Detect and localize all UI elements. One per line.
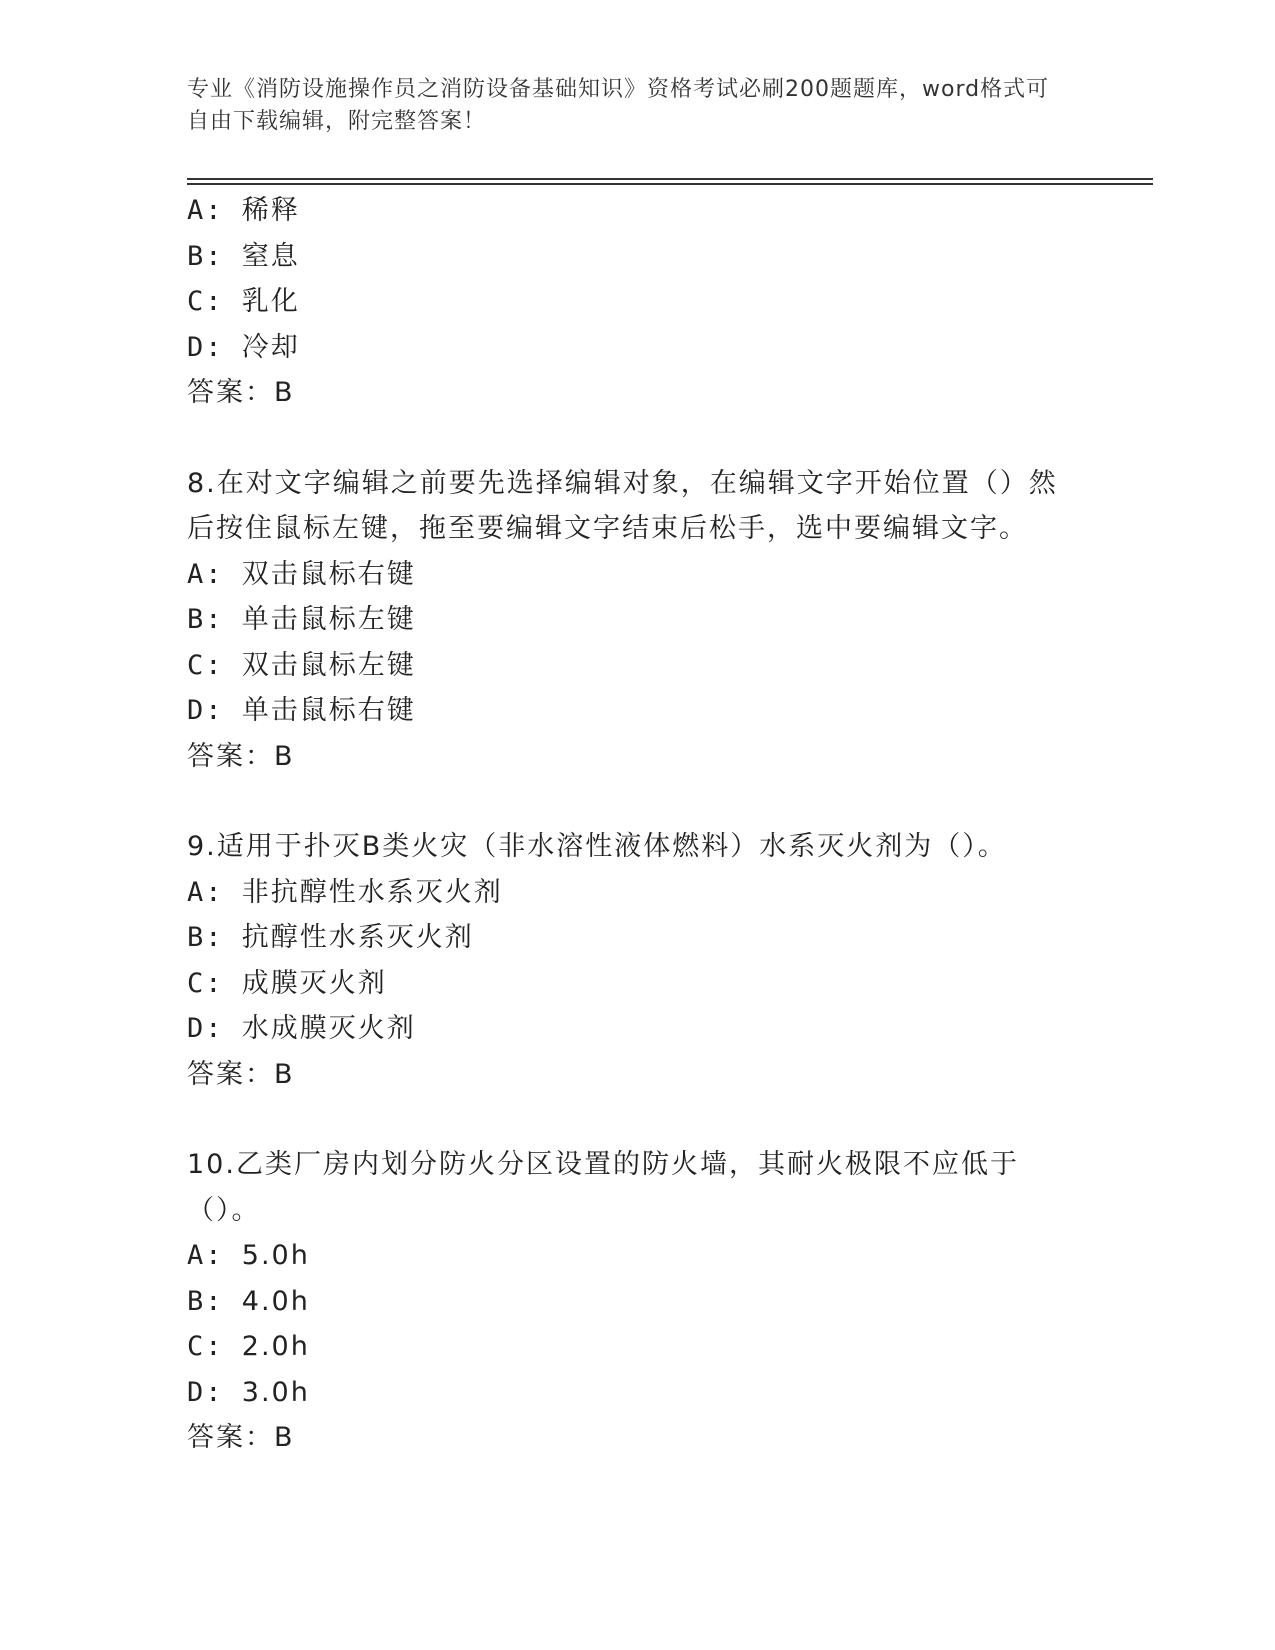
- option-d: D: 单击鼠标右键: [187, 695, 416, 726]
- option-c: C: 成膜灭火剂: [187, 967, 387, 999]
- option-d: D: 冷却: [187, 331, 300, 363]
- option-a: A: 5.0h: [187, 1240, 310, 1271]
- option-c: C: 2.0h: [187, 1331, 310, 1362]
- spacer: [187, 779, 1077, 824]
- option-d: D: 水成膜灭火剂: [187, 1013, 416, 1044]
- spacer: [187, 416, 1077, 461]
- question-content: [187, 188, 1077, 1461]
- answer-line: 答案：B: [187, 1422, 295, 1453]
- question-9: [187, 824, 1077, 1097]
- option-a: A: 非抗醇性水系灭火剂: [187, 876, 503, 908]
- question-text: 9.适用于扑灭B类火灾（非水溶性液体燃料）水系灭火剂为（）。: [187, 831, 1007, 862]
- answer-line: 答案：B: [187, 1058, 295, 1090]
- option-c: C: 乳化: [187, 286, 300, 317]
- question-text: 8.在对文字编辑之前要先选择编辑对象，在编辑文字开始位置（）然后按住鼠标左键，拖至要编辑文字结束后松手，选中要编辑文字。: [187, 467, 1058, 544]
- question-8: [187, 461, 1077, 780]
- spacer: [187, 1097, 1077, 1142]
- header-rule-bottom: [187, 183, 1153, 185]
- option-b: B: 单击鼠标左键: [187, 604, 416, 635]
- option-a: A: 稀释: [187, 195, 300, 226]
- option-b: B: 4.0h: [187, 1285, 310, 1317]
- answer-line: 答案：B: [187, 740, 295, 772]
- option-a: A: 双击鼠标右键: [187, 558, 416, 590]
- option-b: B: 抗醇性水系灭火剂: [187, 922, 474, 953]
- header-rule-top: [187, 178, 1153, 180]
- option-c: C: 双击鼠标左键: [187, 649, 416, 681]
- question-text: 10.乙类厂房内划分防火分区设置的防火墙，其耐火极限不应低于（）。: [187, 1149, 1019, 1226]
- question-7-options: [187, 188, 1077, 416]
- question-10: [187, 1142, 1077, 1461]
- document-header: 专业《消防设施操作员之消防设备基础知识》资格考试必刷200题题库，word格式可自由下载编辑，附完整答案！: [187, 77, 1050, 134]
- answer-line: 答案：B: [187, 377, 295, 408]
- option-b: B: 窒息: [187, 240, 300, 272]
- option-d: D: 3.0h: [187, 1376, 310, 1408]
